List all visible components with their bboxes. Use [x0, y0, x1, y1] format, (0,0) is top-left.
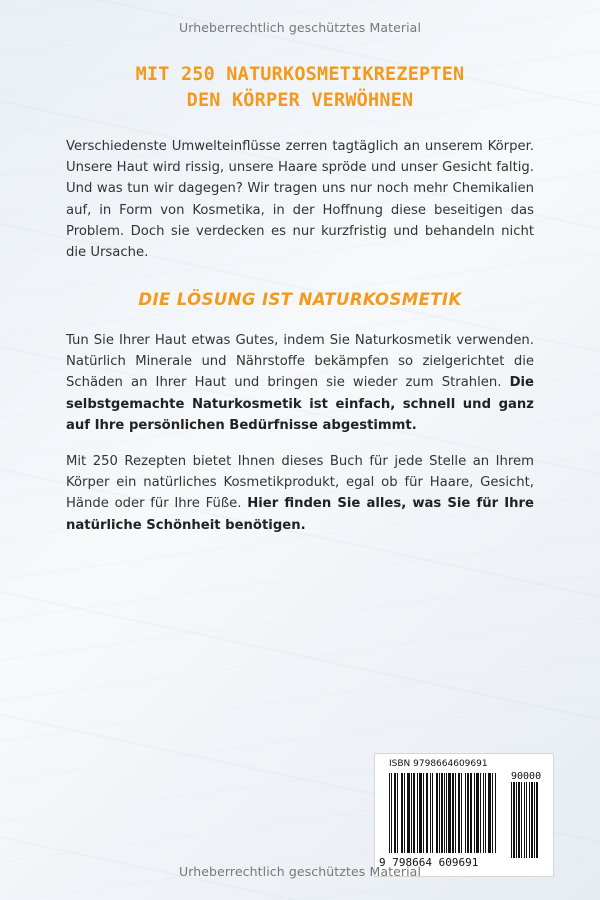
title-line-1: MIT 250 NATURKOSMETIKREZEPTEN: [135, 64, 465, 85]
intro-paragraph: Verschiedenste Umwelteinflüsse zerren tagtäglich an unserem Körper. Unsere Haut wird rissig, unsere Haare spröde und unser Gesicht faltig. Und was tun wir dagegen? Wir tragen uns nur noch mehr Chemikalien auf, in Form von Kosmetika, in der Hoffnung diese beseitigen das Problem. Doch sie verdecken es nur kurzfristig und behandeln nicht die Ursache.: [66, 139, 534, 261]
recipes-text: Mit 250 Rezepten bietet Ihnen dieses Buch für jede Stelle an Ihrem Körper ein natürliches Kosmetikprodukt, egal ob für Haare, Gesicht, Hände oder für Ihre Füße.: [66, 454, 534, 512]
cover-title: [0, 62, 600, 114]
title-line-2: DEN KÖRPER VERWÖHNEN: [186, 90, 414, 111]
copyright-watermark-bottom: Urheberrechtlich geschütztes Material: [178, 864, 422, 879]
solution-paragraph: [66, 330, 534, 436]
solution-bold-text: Die selbstgemachte Naturkosmetik ist einfach, schnell und ganz auf Ihre persönlichen Bedürfnisse abgestimmt.: [66, 375, 534, 433]
isbn-label: ISBN 9798664609691: [389, 759, 488, 769]
ean-digits: 9 798664 609691: [379, 856, 479, 869]
recipes-bold-text: Hier finden Sie alles, was Sie für Ihre natürliche Schönheit benötigen.: [66, 496, 534, 533]
ean-barcode: [389, 773, 505, 859]
solution-text: Tun Sie Ihrer Haut etwas Gutes, indem Sie Naturkosmetik verwenden. Natürlich Minerale und Nährstoffe bekämpfen so zielgerichtet die Schäden an Ihrer Haut und bringen sie wieder zum Strahlen.: [66, 333, 534, 391]
isbn-barcode-block: [374, 753, 554, 877]
recipes-paragraph: [66, 451, 534, 536]
addon-barcode: [511, 782, 545, 860]
section-heading: DIE LÖSUNG IST NATURKOSMETIK: [138, 290, 462, 309]
addon-digits: 90000: [511, 771, 542, 782]
copyright-watermark-top: Urheberrechtlich geschütztes Material: [178, 20, 422, 35]
